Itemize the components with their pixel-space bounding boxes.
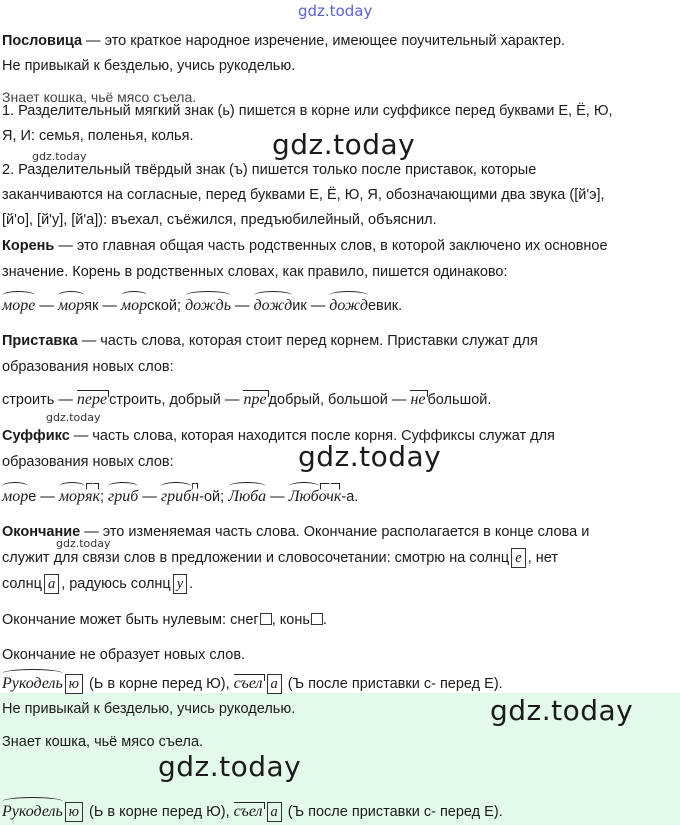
term: Пословица <box>2 33 83 49</box>
answer-line: Не привыкай к безделью, учись рукоделью. <box>2 701 296 717</box>
word-rest: ик <box>292 298 307 314</box>
suffix-mark: очк <box>318 488 342 505</box>
definition-text: — это краткое народное изречение, имеющее поучительный характер. <box>82 33 566 49</box>
ending-box: а <box>267 802 282 822</box>
term: Суффикс <box>2 428 70 444</box>
watermark-small: gdz.today <box>32 150 87 163</box>
dash: — <box>98 298 121 314</box>
empty-box-icon <box>311 613 323 625</box>
zero-ending-line <box>2 610 327 630</box>
proverb-example: Не привыкай к безделью, учись рукоделью. <box>2 58 296 74</box>
rule-2-line: [й'о], [й'у], [й'а]): въехал, съёжился, предъюбилейный, объяснил. <box>2 212 437 228</box>
root-word: мор <box>120 297 148 314</box>
term: Корень <box>2 238 55 254</box>
ending-box: у <box>173 574 187 594</box>
dash: — <box>231 298 254 314</box>
dash: — <box>35 298 58 314</box>
ending-definition-line <box>2 548 558 568</box>
note-text: (Ъ после приставки с- перед Е). <box>283 676 503 692</box>
suffix-definition-line: образования новых слов: <box>2 454 174 470</box>
root-examples <box>2 296 402 316</box>
suffix-definition <box>2 426 555 446</box>
example-text: — <box>138 489 161 505</box>
parsed-word: Рукодель <box>2 675 63 692</box>
watermark: gdz.today <box>158 750 302 783</box>
term: Окончание <box>2 524 81 540</box>
word-rest: евик. <box>367 298 403 314</box>
definition-text: , нет <box>527 550 558 566</box>
watermark: gdz.today <box>490 694 634 727</box>
note-text: (Ь в корне перед Ю), <box>85 676 234 692</box>
root-definition-line: значение. Корень в родственных словах, как правило, пишется одинаково: <box>2 264 508 280</box>
parsed-word: Рукодель <box>2 803 63 820</box>
prefix-definition-line: образования новых слов: <box>2 359 174 375</box>
root-word: гриб <box>160 488 192 505</box>
rule-2-line: заканчиваются на согласные, перед буквами Е, Ё, Ю, Я, обозначающими два звука ([й'э], <box>2 187 605 203</box>
answer-line: Знает кошка, чьё мясо съела. <box>2 734 204 750</box>
example-text: -ой; <box>199 489 229 505</box>
root-word: дожд <box>329 297 368 314</box>
parsed-word: съел <box>233 803 263 820</box>
prefix-mark: не <box>410 391 426 408</box>
example-text: е — <box>28 489 59 505</box>
prefix-mark: пре <box>243 391 267 408</box>
definition-text: Окончание может быть нулевым: снег <box>2 612 259 628</box>
proverb-definition <box>2 31 565 51</box>
example-text: — <box>266 489 289 505</box>
ending-box: е <box>511 548 525 568</box>
example-text: ; <box>99 489 109 505</box>
example-text: строить — <box>2 392 77 408</box>
ending-definition <box>2 522 589 542</box>
ending-box: а <box>267 674 282 694</box>
note-text: (Ъ после приставки с- перед Е). <box>283 804 503 820</box>
definition-text: . <box>189 576 194 592</box>
root-word: Люба <box>228 488 267 505</box>
clipped-line: Знает кошка, чьё мясо съела. <box>2 89 197 105</box>
parsed-word: съел <box>233 675 263 692</box>
prefix-examples <box>2 390 491 410</box>
term: Приставка <box>2 333 78 349</box>
root-word: мор <box>2 488 29 505</box>
note-text: (Ь в корне перед Ю), <box>85 804 234 820</box>
root-word: дожд <box>253 297 293 314</box>
definition-text: — часть слова, которая находится после корня. Суффиксы служат для <box>69 428 555 444</box>
empty-box-icon <box>260 613 272 625</box>
ending-box: а <box>44 574 59 594</box>
definition-text: солнц <box>2 576 42 592</box>
root-word: мор <box>58 488 86 505</box>
watermark: gdz.today <box>298 440 442 473</box>
prefix-mark: пере <box>76 391 108 408</box>
root-word: мор <box>57 297 85 314</box>
root-word: дождь <box>185 297 232 314</box>
example-text: добрый, большой — <box>268 392 411 408</box>
definition-text: служит для связи слов в предложении и словосочетании: смотрю на солнц <box>2 550 510 566</box>
definition-text: , конь <box>271 612 310 628</box>
suffix-examples <box>2 487 358 507</box>
rule-2-line: 2. Разделительный твёрдый знак (ъ) пишется только после приставок, которые <box>2 162 537 178</box>
example-text: строить, добрый — <box>109 392 244 408</box>
definition-text: — это изменяемая часть слова. Окончание располагается в конце слова и <box>80 524 590 540</box>
answer-parse-line <box>2 802 503 822</box>
definition-text: — часть слова, которая стоит перед корнем. Приставки служат для <box>77 333 538 349</box>
suffix-mark: як <box>85 488 100 505</box>
example-text: -а. <box>341 489 359 505</box>
watermark-top: gdz.today <box>298 2 373 20</box>
root-word: гриб <box>108 488 139 505</box>
prefix-definition <box>2 331 538 351</box>
root-word: море <box>2 297 36 314</box>
word-parse-line <box>2 674 503 694</box>
no-new-words-line: Окончание не образует новых слов. <box>2 647 246 663</box>
ending-box: ю <box>65 802 83 822</box>
example-text: большой. <box>427 392 492 408</box>
definition-text: , радуюсь солнц <box>61 576 171 592</box>
word-rest: ской; <box>147 298 186 314</box>
ending-box: ю <box>65 674 83 694</box>
watermark: gdz.today <box>272 128 416 161</box>
word-rest: як <box>84 298 99 314</box>
watermark-small: gdz.today <box>56 537 111 550</box>
rule-1-line: Я, И: семья, поленья, колья. <box>2 128 194 144</box>
ending-definition-line <box>2 574 193 594</box>
dash: — <box>306 298 330 314</box>
root-definition <box>2 236 608 256</box>
suffix-mark: н <box>191 488 200 505</box>
watermark-small: gdz.today <box>46 411 101 424</box>
root-word: Люб <box>288 488 319 505</box>
definition-text: . <box>322 612 327 628</box>
definition-text: — это главная общая часть родственных слов, в которой заключено их основное <box>54 238 608 254</box>
rule-1-line: 1. Разделительный мягкий знак (ь) пишется в корне или суффиксе перед буквами Е, Ё, Ю, <box>2 103 613 119</box>
